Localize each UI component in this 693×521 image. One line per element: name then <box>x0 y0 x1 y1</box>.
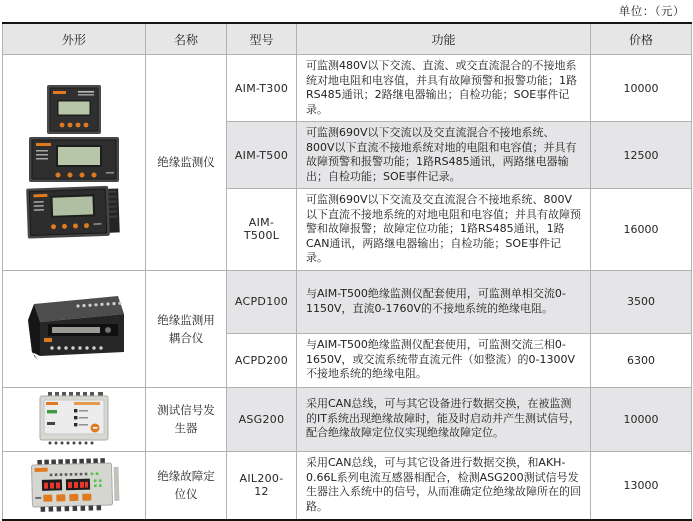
name-cell: 绝缘监测仪 <box>146 55 227 271</box>
price-cell: 10000 <box>591 387 692 451</box>
ail200-12-photo <box>26 455 122 515</box>
price-cell: 3500 <box>591 270 692 333</box>
aim-t500l-photo <box>25 184 123 240</box>
appearance-cell-asg200 <box>3 387 146 451</box>
photo-stack <box>5 390 143 448</box>
photo-stack <box>5 290 143 368</box>
appearance-cell-monitors <box>3 55 146 271</box>
header-row <box>3 23 692 55</box>
table-row <box>3 55 692 122</box>
name-cell: 绝缘监测用耦合仪 <box>146 270 227 387</box>
price-cell: 16000 <box>591 189 692 271</box>
table-row <box>3 387 692 451</box>
photo-stack <box>5 84 143 240</box>
model-cell: ACPD200 <box>227 333 297 387</box>
function-cell: 与AIM-T500绝缘监测仪配套使用，可监测交流三相0-1650V，或交流系统带直流元件（如整流）的0-1300V不接地系统的绝缘电阻。 <box>297 333 591 387</box>
price-cell: 13000 <box>591 451 692 520</box>
model-cell: ACPD100 <box>227 270 297 333</box>
header-appearance: 外形 <box>3 23 146 55</box>
function-cell: 可监测690V以下交流及交直流混合不接地系统、800V以下直流不接地系统的对地电阻和电容值；并具有故障预警和故障报警；故障定位功能；1路RS485通讯，1路CAN通讯，两路继电器输出；自检功能；SOE事件记录。 <box>297 189 591 271</box>
unit-label: 单位：（元） <box>618 4 685 18</box>
model-cell: AIM-T500L <box>227 189 297 271</box>
model-cell: ASG200 <box>227 387 297 451</box>
function-cell: 采用CAN总线，可与其它设备进行数据交换，和AKH-0.66L系列电流互感器相配合，检测ASG200测试信号发生器注入系统中的信号，从而准确定位绝缘故障所在的回路。 <box>297 451 591 520</box>
appearance-cell-ail200 <box>3 451 146 520</box>
appearance-cell-coupler <box>3 270 146 387</box>
price-cell: 12500 <box>591 122 692 189</box>
aim-t300-photo <box>45 84 103 136</box>
model-cell: AIM-T500 <box>227 122 297 189</box>
table-row <box>3 451 692 520</box>
function-cell: 可监测480V以下交流、直流、或交直流混合的不接地系统对地电阻和电容值，并具有故障预警和报警功能；1路RS485通讯；2路继电器输出；自检功能；SOE事件记录。 <box>297 55 591 122</box>
aim-t500-photo <box>28 136 120 184</box>
function-cell: 采用CAN总线，可与其它设备进行数据交换，在被监测的IT系统出现绝缘故障时，能及时启动并产生测试信号，配合绝缘故障定位仪实现绝缘故障定位。 <box>297 387 591 451</box>
table-row <box>3 270 692 333</box>
asg200-photo <box>34 390 114 448</box>
header-function: 功能 <box>297 23 591 55</box>
price-cell: 10000 <box>591 55 692 122</box>
header-price: 价格 <box>591 23 692 55</box>
name-cell: 测试信号发生器 <box>146 387 227 451</box>
acpd-coupler-photo <box>18 290 130 368</box>
header-model: 型号 <box>227 23 297 55</box>
photo-stack <box>5 455 143 515</box>
price-cell: 6300 <box>591 333 692 387</box>
model-cell: AIL200-12 <box>227 451 297 520</box>
product-price-table <box>2 22 692 521</box>
function-cell: 与AIM-T500绝缘监测仪配套使用，可监测单相交流0-1150V，直流0-1760V的不接地系统的绝缘电阻。 <box>297 270 591 333</box>
function-cell: 可监测690V以下交流以及交直流混合不接地系统、800V以下直流不接地系统对地的电阻和电容值；并具有故障预警和报警功能；1路RS485通讯，两路继电器输出；自检功能；SOE事件记录。 <box>297 122 591 189</box>
name-cell: 绝缘故障定位仪 <box>146 451 227 520</box>
header-name: 名称 <box>146 23 227 55</box>
model-cell: AIM-T300 <box>227 55 297 122</box>
